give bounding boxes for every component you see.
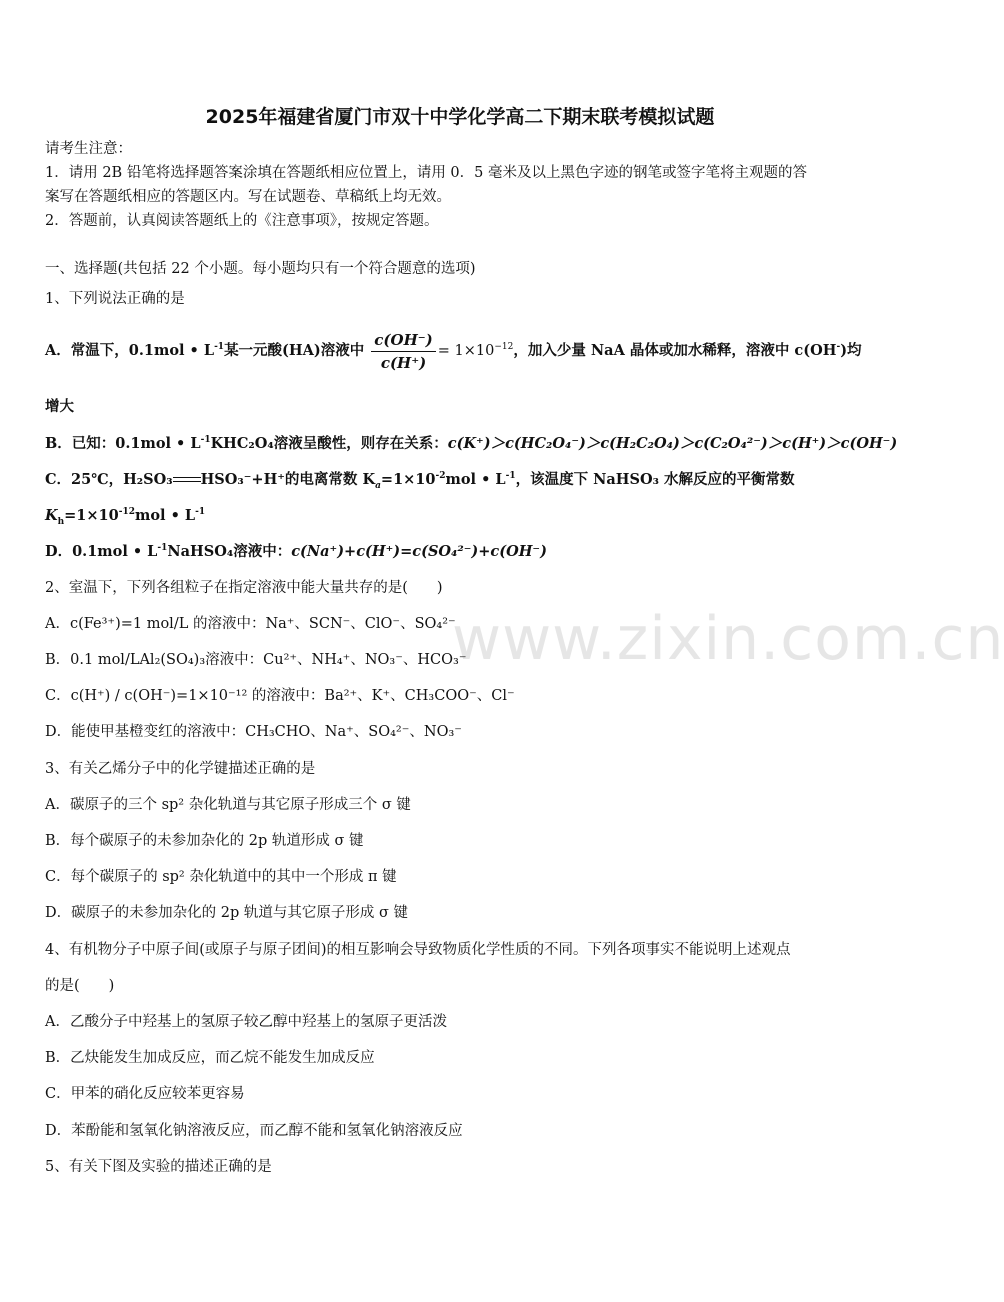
page-title: 2025年福建省厦门市双十中学化学高二下期末联考模拟试题	[205, 106, 715, 128]
q1-c2-unit-exp: -1	[195, 507, 206, 518]
q5-stem: 5、有关下图及实验的描述正确的是	[45, 1159, 272, 1175]
q2-option-a: A．c(Fe³⁺)=1 mol/L 的溶液中：Na⁺、SCN⁻、ClO⁻、SO₄²⁻	[45, 616, 456, 632]
q3-option-d: D．碳原子的未参加杂化的 2p 轨道与其它原子形成 σ 键	[45, 905, 408, 921]
q4-stem-line-2: 的是( )	[45, 978, 115, 994]
fraction-denominator: c(H⁺)	[380, 353, 427, 372]
q2-option-b: B．0.1 mol/LAl₂(SO₄)₃溶液中：Cu²⁺、NH₄⁺、NO₃⁻、HCO₃⁻	[45, 652, 467, 668]
q1-a-prefix: A．常温下，0.1mol • L	[45, 342, 215, 359]
notice-line-2: 案写在答题纸相应的答题区内。写在试题卷、草稿纸上均无效。	[45, 189, 451, 205]
q1-a-fraction	[371, 329, 435, 374]
q4-option-d: D．苯酚能和氢氧化钠溶液反应，而乙醇不能和氢氧化钠溶液反应	[45, 1123, 463, 1139]
q1-b-exp: -1	[200, 435, 211, 446]
q2-option-c: C．c(H⁺) / c(OH⁻)=1×10⁻¹² 的溶液中：Ba²⁺、K⁺、CH₃COO⁻、Cl⁻	[45, 688, 515, 704]
q1-option-c-continued	[45, 507, 205, 525]
q1-c2-unit: mol • L	[135, 507, 196, 524]
q4-option-b: B．乙炔能发生加成反应，而乙烷不能发生加成反应	[45, 1050, 375, 1066]
q1-c-prefix: C．25℃，H₂SO₃	[45, 471, 173, 488]
q1-d-prefix: D．0.1mol • L	[45, 543, 158, 560]
q3-option-b: B．每个碳原子的未参加杂化的 2p 轨道形成 σ 键	[45, 833, 364, 849]
q1-option-d	[45, 543, 547, 561]
q3-stem: 3、有关乙烯分子中的化学键描述正确的是	[45, 761, 316, 777]
q1-a-middle: 某一元酸(HA)溶液中	[224, 342, 365, 359]
q1-d-relation: c(Na⁺)+c(H⁺)=c(SO₄²⁻)+c(OH⁻)	[291, 543, 547, 560]
q1-c-exp: -2	[435, 471, 446, 482]
q1-b-mid: KHC₂O₄溶液呈酸性，则存在关系：	[210, 435, 448, 452]
q2-option-d: D．能使甲基橙变红的溶液中：CH₃CHO、Na⁺、SO₄²⁻、NO₃⁻	[45, 724, 462, 740]
q1-b-relation: c(K⁺)＞c(HC₂O₄⁻)＞c(H₂C₂O₄)＞c(C₂O₄²⁻)＞c(H⁺)＞c(OH⁻)	[447, 435, 898, 452]
q1-c-val: =1×10	[380, 471, 436, 488]
q4-option-c: C．甲苯的硝化反应较苯更容易	[45, 1086, 245, 1102]
q1-stem: 1、下列说法正确的是	[45, 291, 185, 307]
q1-option-a	[45, 326, 862, 376]
q1-a-eq-exp: −12	[494, 342, 514, 353]
q1-d-exp: -1	[157, 543, 168, 554]
section-heading: 一、选择题(共包括 22 个小题。每小题均只有一个符合题意的选项)	[45, 261, 476, 277]
q1-a-equation: = 1×10	[437, 343, 495, 359]
q1-d-mid: NaHSO₄溶液中：	[167, 543, 292, 560]
q1-a-oh-sup: -	[836, 342, 841, 353]
q1-c-mid: HSO₃⁻+H⁺的电离常数 K	[200, 471, 376, 488]
q1-b-text: B．已知：0.1mol • L	[45, 435, 201, 452]
q1-c-unit-exp: -1	[505, 471, 516, 482]
q1-option-a-continued: 增大	[45, 398, 74, 415]
notice-line-1: 1．请用 2B 铅笔将选择题答案涂填在答题纸相应位置上，请用 0．5 毫米及以上黑色字迹的钢笔或签字笔将主观题的答	[45, 165, 807, 181]
q3-option-a: A．碳原子的三个 sp² 杂化轨道与其它原子形成三个 σ 键	[45, 797, 411, 813]
fraction-numerator: c(OH⁻)	[371, 329, 435, 352]
q1-c2-k: K	[45, 507, 58, 524]
q1-a-post: ，加入少量 NaA 晶体或加水稀释，溶液中 c(OH	[513, 342, 837, 359]
q1-c-post: ，该温度下 NaHSO₃ 水解反应的平衡常数	[515, 471, 795, 488]
q1-a-end: )均	[840, 342, 862, 359]
q1-a-exp: -1	[214, 342, 225, 353]
watermark: www.zixin.com.cn	[452, 604, 1004, 674]
q3-option-c: C．每个碳原子的 sp² 杂化轨道中的其中一个形成 π 键	[45, 869, 397, 885]
q1-c-unit: mol • L	[445, 471, 506, 488]
q1-c2-exp: -12	[118, 507, 135, 518]
q2-stem: 2、室温下，下列各组粒子在指定溶液中能大量共存的是( )	[45, 580, 443, 596]
equilibrium-arrow-icon	[173, 476, 201, 484]
q1-option-c	[45, 471, 795, 489]
q1-c-ka-sub: a	[375, 480, 381, 491]
q1-c2-val: =1×10	[64, 507, 119, 524]
notice-line-3: 2．答题前，认真阅读答题纸上的《注意事项》，按规定答题。	[45, 213, 439, 229]
q1-option-b	[45, 435, 897, 453]
notice-heading: 请考生注意：	[45, 141, 132, 157]
q4-stem-line-1: 4、有机物分子中原子间(或原子与原子团间)的相互影响会导致物质化学性质的不同。下列各项事实不能说明上述观点	[45, 942, 791, 958]
q4-option-a: A．乙酸分子中羟基上的氢原子较乙醇中羟基上的氢原子更活泼	[45, 1014, 447, 1030]
q1-c2-sub: h	[57, 516, 65, 527]
